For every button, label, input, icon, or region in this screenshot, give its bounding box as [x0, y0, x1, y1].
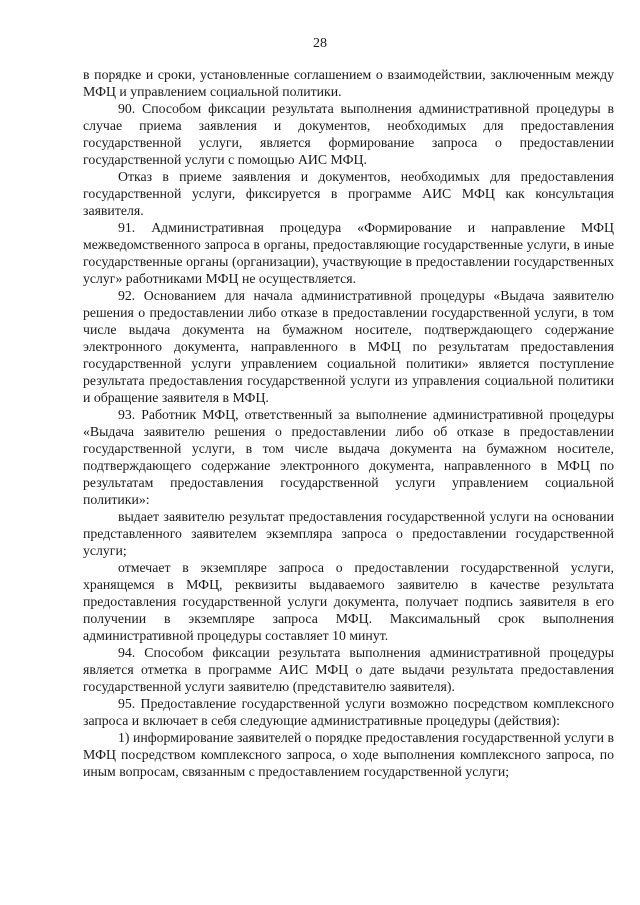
paragraph-95: 95. Предоставление государственной услуги возможно посредством комплексного запроса и включает в себя следующие административные процедуры (действия): [83, 696, 614, 728]
paragraph-continuation: в порядке и сроки, установленные соглашением о взаимодействии, заключенным между МФЦ и управлением социальной политики. [83, 67, 614, 99]
paragraph-90: 90. Способом фиксации результата выполнения административной процедуры в случае приема заявления и документов, необходимых для предоставления государственной услуги, является формирование запроса о предоставлении государственной услуги с помощью АИС МФЦ. [83, 101, 614, 167]
paragraph-93-item-mark: отмечает в экземпляре запроса о предоставлении государственной услуги, хранящемся в МФЦ, реквизиты выдаваемого заявителю в качестве результата предоставления государственной услуги документа, получает подпись заявителя в его получении в экземпляре запроса МФЦ. Максимальный срок выполнения административной процедуры составляет 10 минут. [83, 560, 614, 643]
paragraph-93: 93. Работник МФЦ, ответственный за выполнение административной процедуры «Выдача заявителю решения о предоставлении либо об отказе в предоставлении государственной услуги, в том числе выдача документа на бумажном носителе, подтверждающего содержание электронного документа, направленного в МФЦ по результатам предоставления государственной услуги управлением социальной политики»: [83, 407, 614, 507]
document-body [83, 66, 614, 780]
paragraph-92: 92. Основанием для начала административной процедуры «Выдача заявителю решения о предоставлении либо отказе в предоставлении государственной услуги, в том числе выдача документа на бумажном носителе, подтверждающего содержание электронного документа, направленного в МФЦ по результатам предоставления государственной услуги управлением социальной политики» является поступление результата предоставления государственной услуги из управления социальной политики и обращение заявителя в МФЦ. [83, 288, 614, 405]
paragraph-91: 91. Административная процедура «Формирование и направление МФЦ межведомственного запроса в органы, предоставляющие государственные услуги, в иные государственные органы (организации), участвующие в предоставлении государственных услуг» работниками МФЦ не осуществляется. [83, 220, 614, 286]
paragraph-93-item-issue: выдает заявителю результат предоставления государственной услуги на основании представленного заявителем экземпляра запроса о предоставлении государственной услуги; [83, 509, 614, 558]
page-number: 28 [313, 36, 327, 51]
paragraph-refusal: Отказ в приеме заявления и документов, необходимых для предоставления государственной услуги, фиксируется в программе АИС МФЦ как консультация заявителя. [83, 169, 614, 218]
paragraph-94: 94. Способом фиксации результата выполнения административной процедуры является отметка в программе АИС МФЦ о дате выдачи результата предоставления государственной услуги заявителю (представителю заявителя). [83, 645, 614, 694]
paragraph-95-item-1: 1) информирование заявителей о порядке предоставления государственной услуги в МФЦ посредством комплексного запроса, о ходе выполнения комплексного запроса, по иным вопросам, связанным с предоставлением государственной услуги; [83, 730, 615, 779]
